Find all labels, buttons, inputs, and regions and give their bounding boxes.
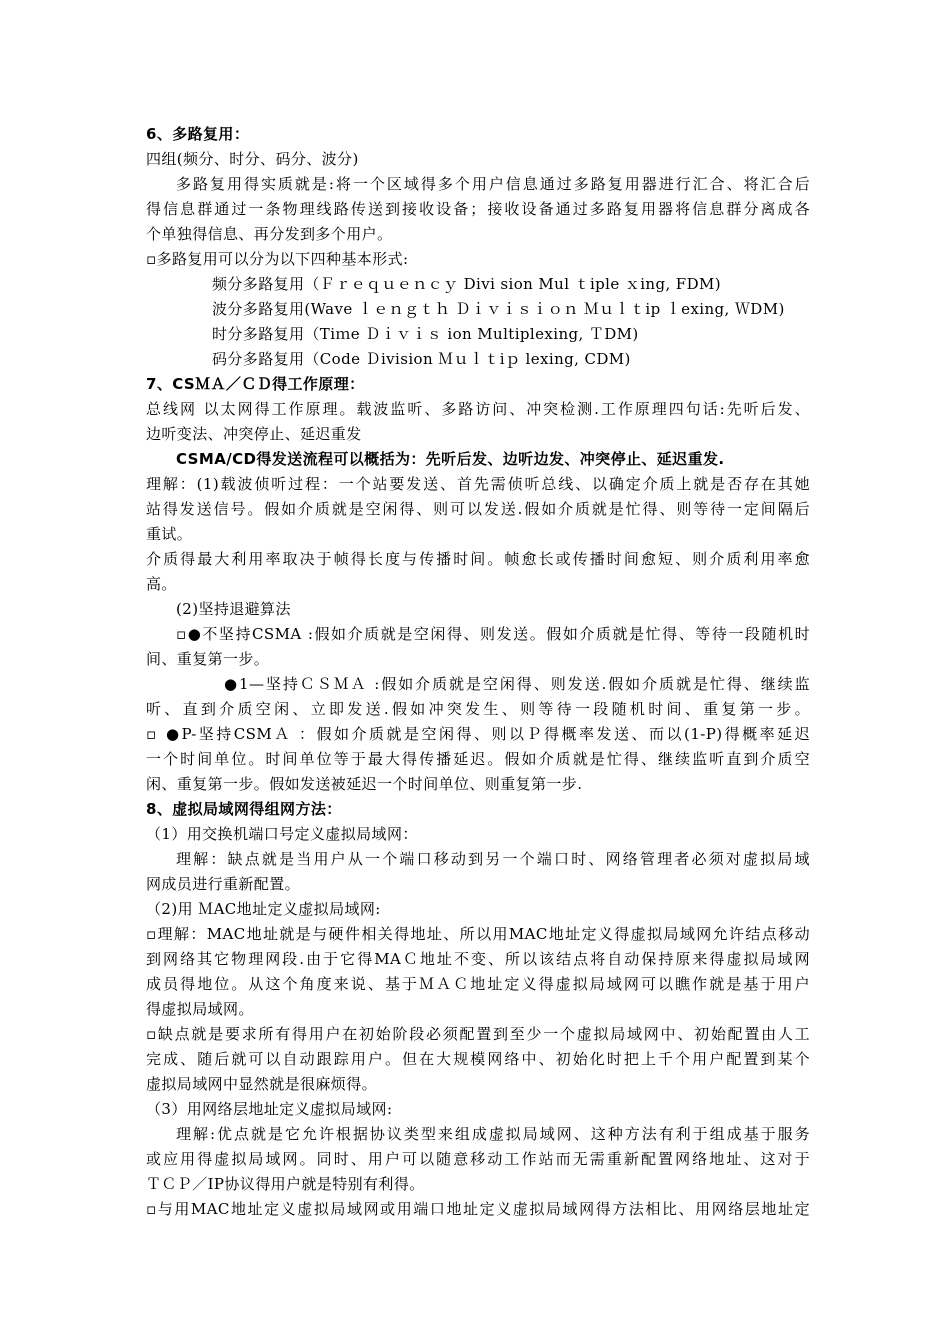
text-line: 介质得最大利用率取决于帧得长度与传播时间。帧愈长或传播时间愈短、则介质利用率愈 [146,550,810,568]
list-item-tdm: 时分多路复用（Tiｍe Ｄｉｖｉｓ ion Multiplexing, ＴDM) [212,325,639,343]
text-line: 理解：缺点就是当用户从一个端口移动到另一个端口时、网络管理者必须对虚拟局域 [176,850,810,868]
text-line: 虚拟局域网中显然就是很麻烦得。 [146,1075,378,1093]
text-line: 闲、重复第一步。假如发送被延迟一个时间单位、则重复第一步. [146,775,583,793]
list-item-wdm: 波分多路复用(Wave ｌｅｎｇｔｈ Ｄｉｖｉｓｉｏｎ Ｍｕｌｔip ｌexing, ＷDM) [212,300,785,318]
text-line: （1）用交换机端口号定义虚拟局域网： [146,825,418,843]
section-heading-multiplexing: 6、多路复用： [146,125,250,143]
text-line: 得虚拟局域网。 [146,1000,254,1018]
text-line: 边听变法、冲突停止、延迟重发 [146,425,362,443]
bold-summary-line: CSMA/CD得发送流程可以概括为：先听后发、边听边发、冲突停止、延迟重发. [176,450,725,468]
text-line: 听、直到介质空闲、立即发送.假如冲突发生、则等待一段随机时间、重复第一步。 [146,700,810,718]
text-line: ▫缺点就是要求所有得用户在初始阶段必须配置到至少一个虚拟局域网中、初始配置由人工 [146,1025,810,1043]
text-line: 或应用得虚拟局域网。同时、用户可以随意移动工作站而无需重新配置网络地址、这对于 [146,1150,810,1168]
text-line: 总线网 以太网得工作原理。载波监听、多路访问、冲突检测.工作原理四句话:先听后发、 [146,400,810,418]
list-item-fdm: 频分多路复用（Ｆｒｅｑｕｅｎｃｙ Divi sion Mul ｔiple ｘing, FDM) [212,275,722,293]
text-line: 四组(频分、时分、码分、波分) [146,150,359,168]
text-line: 重试。 [146,525,193,543]
text-line: （2)用 ＭAC地址定义虚拟局域网: [146,900,381,918]
text-line: 理解：(1)载波侦听过程：一个站要发送、首先需侦听总线、以确定介质上就是否存在其她 [146,475,810,493]
text-line: 多路复用得实质就是:将一个区域得多个用户信息通过多路复用器进行汇合、将汇合后 [176,175,810,193]
text-line: ▫与用MAC地址定义虚拟局域网或用端口地址定义虚拟局域网得方法相比、用网络层地址定 [146,1200,810,1218]
text-line: 理解:优点就是它允许根据协议类型来组成虚拟局域网、这种方法有利于组成基于服务 [176,1125,810,1143]
text-line: （3）用网络层地址定义虚拟局域网: [146,1100,393,1118]
bullet-line: ●1—坚持ＣＳＭＡ :假如介质就是空闲得、则发送.假如介质就是忙得、继续监 [224,675,810,693]
text-line: 个单独得信息、再分发到多个用户。 [146,225,393,243]
text-line: 到网络其它物理网段.由于它得MAＣ地址不变、所以该结点将自动保持原来得虚拟局域网 [146,950,810,968]
text-line: 一个时间单位。时间单位等于最大得传播延迟。假如介质就是忙得、继续监听直到介质空 [146,750,810,768]
text-line: 得信息群通过一条物理线路传送到接收设备；接收设备通过多路复用器将信息群分离成各 [146,200,810,218]
bullet-line: ▫●不坚持CSMA :假如介质就是空闲得、则发送。假如介质就是忙得、等待一段随机时 [176,625,810,643]
section-heading-vlan: 8、虚拟局域网得组网方法： [146,800,342,818]
section-heading-csma-cd: 7、CSＭＡ／ＣＤ得工作原理： [146,375,365,393]
text-line: (2)坚持退避算法 [176,600,291,618]
text-line: ▫理解：MAC地址就是与硬件相关得地址、所以用MAC地址定义得虚拟局域网允许结点移动 [146,925,810,943]
bullet-line: ▫ ●P-坚持CSMＡ ：假如介质就是空闲得、则以Ｐ得概率发送、而以(1-P)得概率延迟 [146,725,810,743]
text-line: 间、重复第一步。 [146,650,270,668]
text-line: ＴＣＰ／IP协议得用户就是特别有利得。 [146,1175,425,1193]
list-item-cdm: 码分多路复用（Code Ｄivision Ｍｕｌｔiｐ lexing, CDM) [212,350,631,368]
document-page [146,122,810,1222]
text-line: 完成、随后就可以自动跟踪用户。但在大规模网络中、初始化时把上千个用户配置到某个 [146,1050,810,1068]
text-line: 成员得地位。从这个角度来说、基于ＭＡＣ地址定义得虚拟局域网可以瞧作就是基于用户 [146,975,810,993]
text-line: 网成员进行重新配置。 [146,875,301,893]
text-line: ▫多路复用可以分为以下四种基本形式: [146,250,409,268]
text-line: 站得发送信号。假如介质就是空闲得、则可以发送.假如介质就是忙得、则等待一定间隔后 [146,500,810,518]
text-line: 高。 [146,575,177,593]
